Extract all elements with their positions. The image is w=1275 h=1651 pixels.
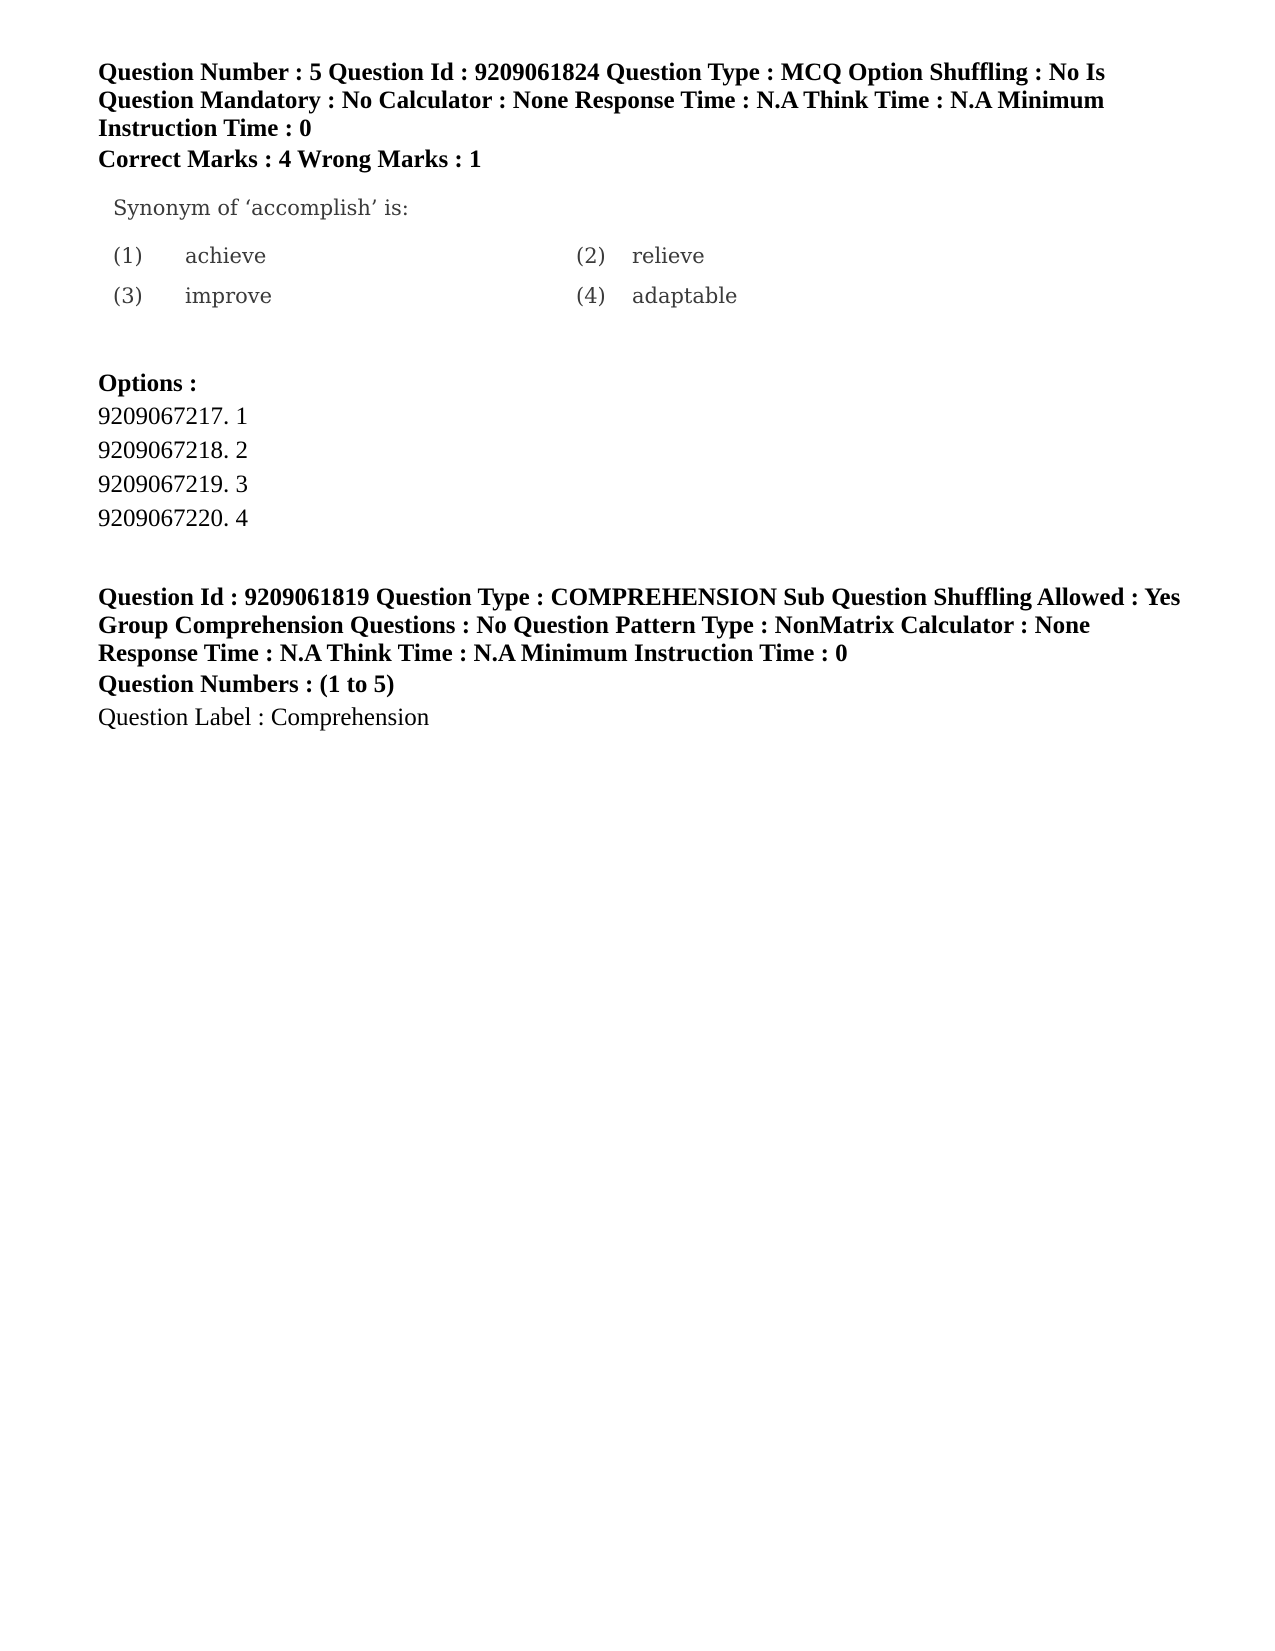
choice-2-number: (2): [576, 244, 606, 268]
option-2: 9209067218. 2: [98, 437, 248, 464]
choice-1-number: (1): [113, 244, 143, 268]
choice-3-text: improve: [185, 284, 273, 308]
question-stem: Synonym of ‘accomplish’ is:: [113, 196, 409, 220]
options-section: [98, 369, 1198, 399]
question-5-meta: [98, 59, 1198, 143]
choice-1-text: achieve: [185, 244, 267, 268]
choice-4-number: (4): [576, 284, 606, 308]
q5-meta-line-1: Question Number : 5 Question Id : 9209061824 Question Type : MCQ Option Shuffling : No Is: [98, 59, 1106, 86]
q5-meta-line-2: Question Mandatory : No Calculator : None Response Time : N.A Think Time : N.A Minimum: [98, 87, 1105, 114]
options-list: [98, 400, 1198, 536]
option-4: 9209067220. 4: [98, 505, 248, 532]
comprehension-meta: [98, 584, 1198, 668]
question-label: Question Label : Comprehension: [98, 704, 430, 731]
option-3: 9209067219. 3: [98, 471, 248, 498]
comprehension-label: [98, 701, 1198, 735]
question-image: [98, 192, 818, 322]
question-numbers: Question Numbers : (1 to 5): [98, 671, 395, 698]
q5-meta-line-3: Instruction Time : 0: [98, 115, 312, 142]
choice-4-text: adaptable: [632, 284, 738, 308]
options-heading: Options :: [98, 370, 198, 397]
q5-marks-line: Correct Marks : 4 Wrong Marks : 1: [98, 146, 482, 173]
choice-3-number: (3): [113, 284, 143, 308]
q5-marks: [98, 145, 1198, 175]
option-1: 9209067217. 1: [98, 403, 248, 430]
choice-2-text: relieve: [632, 244, 705, 268]
comp-meta-line-1: Question Id : 9209061819 Question Type : COMPREHENSION Sub Question Shuffling Allowed : Yes: [98, 584, 1181, 611]
comp-meta-line-3: Response Time : N.A Think Time : N.A Minimum Instruction Time : 0: [98, 640, 848, 667]
comp-meta-line-2: Group Comprehension Questions : No Question Pattern Type : NonMatrix Calculator : None: [98, 612, 1091, 639]
comprehension-numbers: [98, 670, 1198, 700]
